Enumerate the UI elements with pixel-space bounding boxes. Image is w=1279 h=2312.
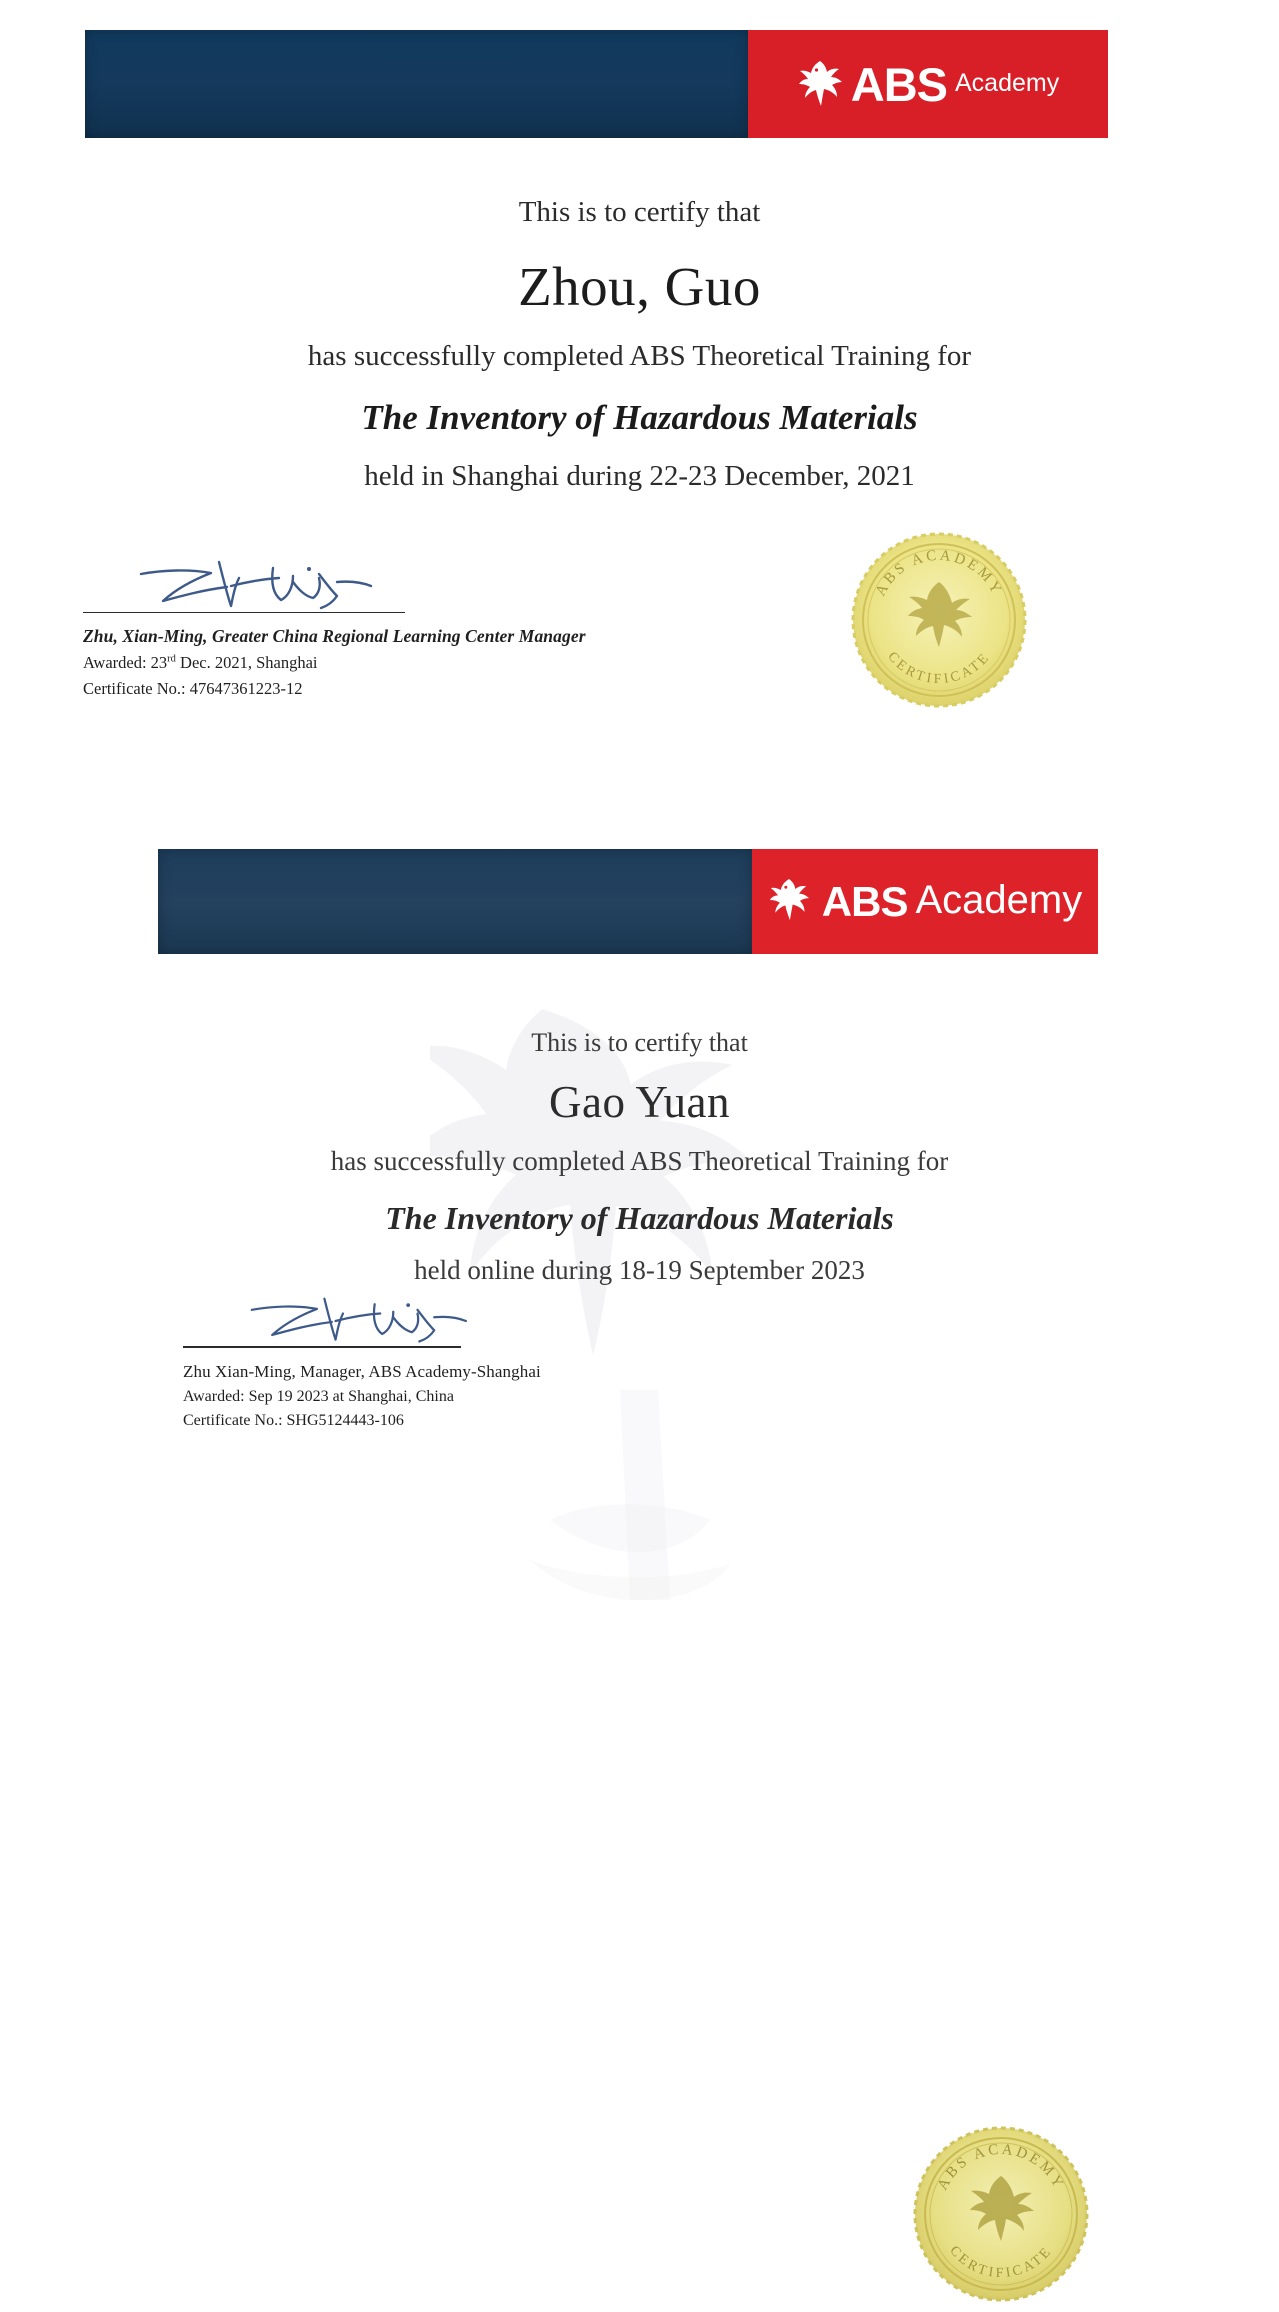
course-title: The Inventory of Hazardous Materials <box>385 1200 894 1236</box>
abs-wordmark: ABS <box>850 57 947 111</box>
certificate-2-header-banner <box>158 849 1098 954</box>
awarded-label: Awarded: <box>183 1387 245 1405</box>
abs-eagle-icon <box>797 58 843 110</box>
handwritten-signature-icon <box>183 1292 823 1350</box>
awarded-label: Awarded: <box>83 653 147 672</box>
certificate-number-value: SHG5124443-106 <box>286 1411 404 1429</box>
certificate-1 <box>0 0 1279 855</box>
awarded-value: Sep 19 2023 at Shanghai, China <box>248 1387 454 1405</box>
svg-text:CERTIFICATE: CERTIFICATE <box>884 649 994 688</box>
certificate-1-header-banner <box>85 30 1108 138</box>
svg-text:ABS ACADEMY: ABS ACADEMY <box>934 2141 1068 2193</box>
signer-name-title: Zhu Xian-Ming, Manager, ABS Academy-Shanghai <box>183 1361 541 1381</box>
signer-name-title: Zhu, Xian-Ming, Greater China Regional Learning Center Manager <box>83 626 586 646</box>
recipient-name: Gao Yuan <box>548 1077 731 1127</box>
gold-embossed-seal-icon <box>846 527 1032 713</box>
awarded-rest: Dec. 2021, Shanghai <box>175 653 318 672</box>
awarded-line <box>183 1388 823 1406</box>
signature-rule <box>83 612 405 613</box>
completion-line: has successfully completed ABS Theoretical Training for <box>307 340 972 372</box>
abs-eagle-icon <box>768 876 814 928</box>
abs-wordmark: ABS <box>821 877 908 925</box>
certify-intro-line: This is to certify that <box>518 196 761 228</box>
abs-academy-logo-block <box>748 30 1108 138</box>
gold-embossed-seal-icon <box>908 2121 1094 2307</box>
event-details-line: held online during 18-19 September 2023 <box>414 1255 865 1285</box>
certificate-number-label: Certificate No.: <box>183 1411 283 1429</box>
svg-text:ABS ACADEMY: ABS ACADEMY <box>872 547 1006 599</box>
recipient-name: Zhou, Guo <box>518 256 761 317</box>
awarded-line <box>83 653 723 673</box>
signature-block <box>183 1292 823 1430</box>
certificate-number-line <box>83 679 723 699</box>
certificate-number-line <box>183 1412 823 1430</box>
svg-text:CERTIFICATE: CERTIFICATE <box>946 2243 1056 2282</box>
signature-rule <box>183 1346 461 1348</box>
certify-intro-line: This is to certify that <box>531 1028 748 1057</box>
certificate-number-value: 47647361223-12 <box>189 679 303 698</box>
awarded-day: 23 <box>150 653 168 672</box>
certificate-number-label: Certificate No.: <box>83 679 186 698</box>
course-title: The Inventory of Hazardous Materials <box>361 398 918 437</box>
event-details-line: held in Shanghai during 22-23 December, 2021 <box>364 460 915 492</box>
blue-banner-block <box>85 30 748 138</box>
academy-wordmark: Academy <box>915 878 1083 922</box>
awarded-ordinal: rd <box>167 653 176 665</box>
handwritten-signature-icon <box>83 556 723 616</box>
abs-academy-logo-block <box>752 849 1098 954</box>
completion-line: has successfully completed ABS Theoretical Training for <box>330 1146 949 1176</box>
blue-banner-block <box>158 849 752 954</box>
signature-block <box>83 556 723 699</box>
academy-wordmark: Academy <box>955 68 1060 97</box>
certificate-2 <box>0 855 1279 2282</box>
